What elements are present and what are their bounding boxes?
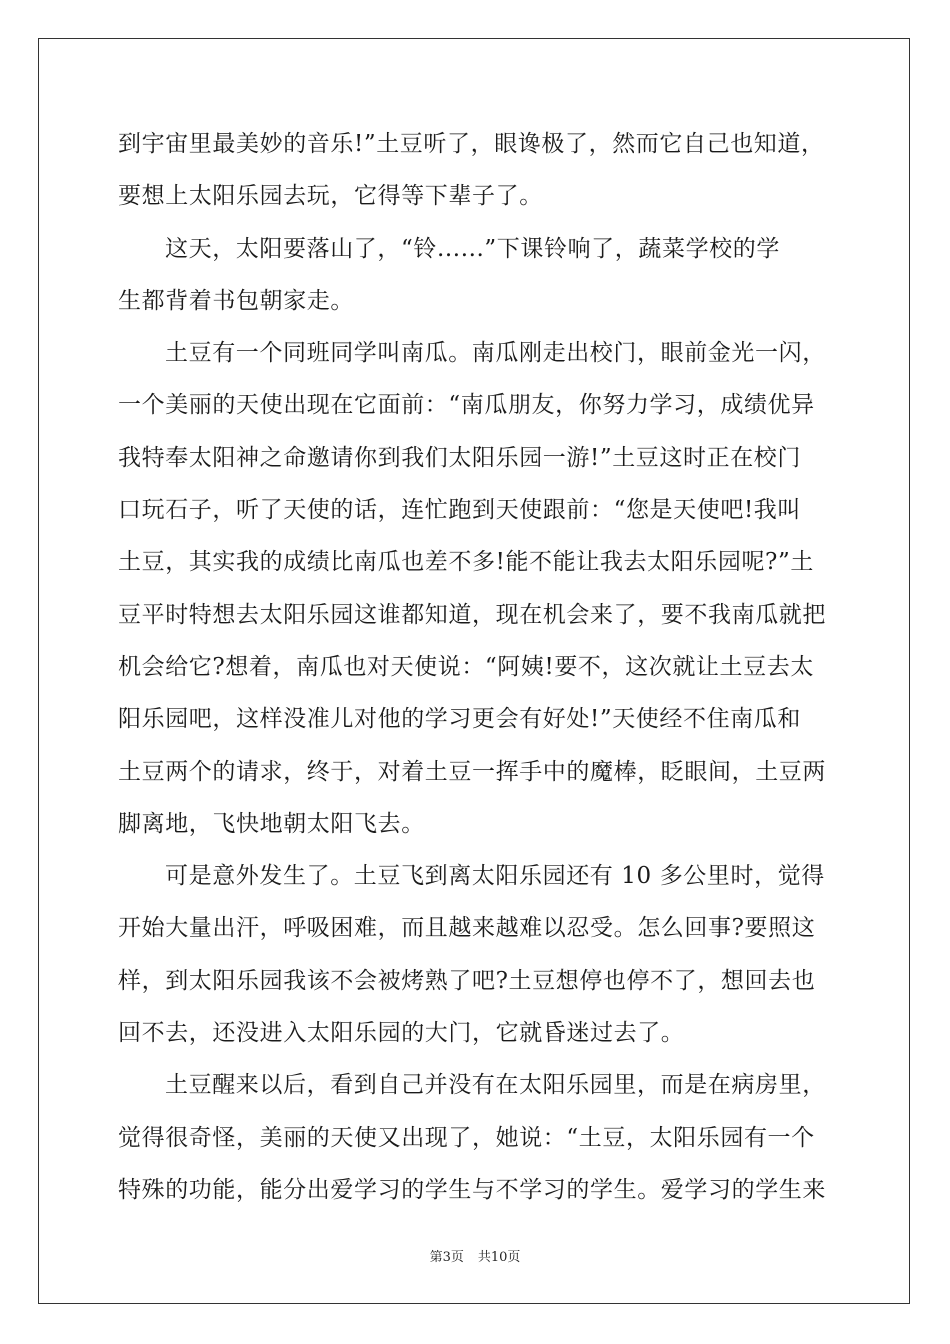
document-body	[118, 118, 838, 1216]
text-line: 我特奉太阳神之命邀请你到我们太阳乐园一游!”土豆这时正在校门	[118, 444, 802, 471]
text-line: 要想上太阳乐园去玩，它得等下辈子了。	[118, 183, 543, 210]
text-line: 脚离地，飞快地朝太阳飞去。	[118, 810, 425, 837]
text-line: 豆平时特想去太阳乐园这谁都知道，现在机会来了，要不我南瓜就把	[118, 601, 826, 628]
text-line: 土豆有一个同班同学叫南瓜。南瓜刚走出校门，眼前金光一闪，	[165, 340, 826, 367]
text-line: 到宇宙里最美妙的音乐!”土豆听了，眼谗极了，然而它自己也知道，	[118, 131, 825, 157]
page-number: 第3页	[429, 1250, 464, 1265]
text-line: 口玩石子，听了天使的话，连忙跑到天使跟前：“您是天使吧!我叫	[118, 497, 802, 524]
text-line: 开始大量出汗，呼吸困难，而且越来越难以忍受。怎么回事?要照这	[118, 915, 816, 942]
text-line: 一个美丽的天使出现在它面前：“南瓜朋友，你努力学习，成绩优异	[118, 392, 815, 419]
text-line: 特殊的功能，能分出爱学习的学生与不学习的学生。爱学习的学生来	[118, 1176, 826, 1203]
text-line: 土豆，其实我的成绩比南瓜也差不多!能不能让我去太阳乐园呢?”土	[118, 549, 814, 576]
text-line: 可是意外发生了。土豆飞到离太阳乐园还有 10 多公里时，觉得	[165, 863, 825, 890]
text-line: 回不去，还没进入太阳乐园的大门，它就昏迷过去了。	[118, 1020, 685, 1047]
text-line: 样，到太阳乐园我该不会被烤熟了吧?土豆想停也停不了，想回去也	[118, 967, 816, 994]
page-footer	[0, 1246, 950, 1265]
page-total: 共10页	[477, 1250, 521, 1265]
text-line: 这天，太阳要落山了，“铃......”下课铃响了，蔬菜学校的学	[165, 235, 780, 262]
text-line: 机会给它?想着，南瓜也对天使说：“阿姨!要不，这次就让土豆去太	[118, 653, 814, 680]
text-line: 土豆醒来以后，看到自己并没有在太阳乐园里，而是在病房里，	[165, 1072, 826, 1099]
text-line: 觉得很奇怪，美丽的天使又出现了，她说：“土豆，太阳乐园有一个	[118, 1124, 815, 1151]
text-line: 生都背着书包朝家走。	[118, 287, 354, 314]
text-line: 土豆两个的请求，终于，对着土豆一挥手中的魔棒，眨眼间，土豆两	[118, 758, 826, 785]
text-line: 阳乐园吧，这样没准儿对他的学习更会有好处!”天使经不住南瓜和	[118, 706, 802, 733]
